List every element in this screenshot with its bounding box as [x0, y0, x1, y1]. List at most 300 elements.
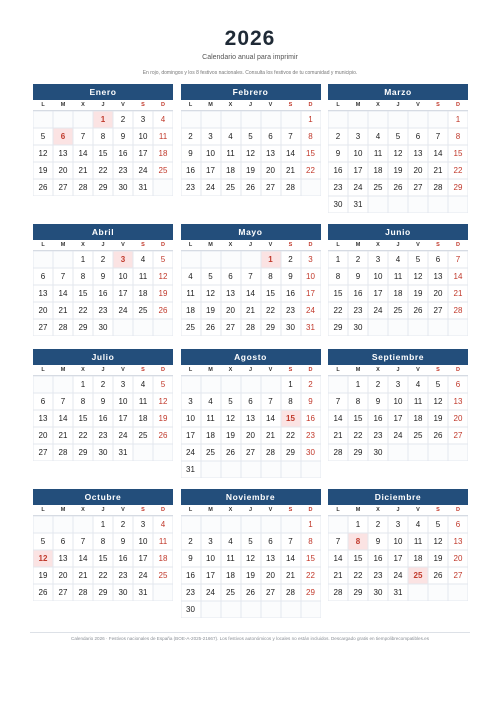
day-cell: 16 — [113, 145, 133, 162]
day-cell: 13 — [33, 410, 53, 427]
day-cell: 30 — [368, 444, 388, 461]
day-cell: 29 — [261, 319, 281, 336]
weekday-label: D — [308, 102, 313, 108]
day-cell: 4 — [408, 516, 428, 533]
day-cell: 25 — [133, 427, 153, 444]
day-cell: 3 — [113, 376, 133, 393]
weekday-label: X — [228, 102, 233, 108]
holiday-day-cell: 1 — [261, 251, 281, 268]
day-cell: 2 — [113, 516, 133, 533]
day-cell: 12 — [241, 145, 261, 162]
day-cell: 17 — [388, 550, 408, 567]
day-cell: 1 — [73, 376, 93, 393]
month-name: Febrero — [181, 84, 321, 100]
day-cell: 26 — [428, 567, 448, 584]
day-cell: 15 — [348, 410, 368, 427]
day-cell: 3 — [133, 516, 153, 533]
day-cell: 1 — [93, 516, 113, 533]
day-cell: 16 — [368, 550, 388, 567]
day-cell: 2 — [281, 251, 301, 268]
weekday-label: L — [336, 102, 340, 108]
day-cell: 22 — [93, 162, 113, 179]
day-cell: 21 — [328, 567, 348, 584]
weekday-label: J — [248, 367, 253, 373]
day-cell: 19 — [153, 410, 173, 427]
empty-day-cell — [281, 601, 301, 618]
empty-day-cell — [113, 319, 133, 336]
day-cell: 28 — [73, 179, 93, 196]
day-cell: 1 — [448, 111, 468, 128]
day-cell: 23 — [181, 584, 201, 601]
day-cell: 29 — [301, 584, 321, 601]
day-cell: 1 — [281, 376, 301, 393]
empty-day-cell — [328, 376, 348, 393]
empty-day-cell — [368, 196, 388, 213]
day-cell: 28 — [241, 319, 261, 336]
day-cell: 6 — [408, 128, 428, 145]
empty-day-cell — [201, 601, 221, 618]
empty-day-cell — [261, 111, 281, 128]
day-grid — [181, 516, 321, 618]
weekday-label: M — [208, 367, 213, 373]
day-cell: 16 — [93, 410, 113, 427]
month-name: Abril — [33, 224, 173, 240]
day-cell: 15 — [93, 145, 113, 162]
weekday-label: S — [436, 507, 440, 513]
day-cell: 2 — [368, 516, 388, 533]
empty-day-cell — [281, 461, 301, 478]
day-cell: 22 — [348, 567, 368, 584]
day-cell: 27 — [53, 584, 73, 601]
empty-day-cell — [388, 196, 408, 213]
day-cell: 21 — [428, 162, 448, 179]
day-cell: 20 — [241, 427, 261, 444]
day-cell: 29 — [73, 319, 93, 336]
day-cell: 8 — [281, 393, 301, 410]
day-cell: 2 — [93, 251, 113, 268]
day-cell: 15 — [348, 550, 368, 567]
page-footer: Calendario 2026 · Festivos nacionales de España (BOE-A-2025-21667). Los festivos autonómicos y locales no están incluidos. Descargado gratis en tiempolibrecompatibles.es — [30, 632, 470, 641]
day-cell: 19 — [408, 285, 428, 302]
day-cell: 29 — [448, 179, 468, 196]
day-cell: 7 — [73, 128, 93, 145]
weekday-label: V — [121, 507, 125, 513]
day-cell: 16 — [348, 285, 368, 302]
weekday-label: L — [188, 102, 193, 108]
day-cell: 14 — [73, 145, 93, 162]
empty-day-cell — [53, 111, 73, 128]
day-cell: 2 — [93, 376, 113, 393]
weekday-label: L — [336, 507, 340, 513]
empty-day-cell — [181, 111, 201, 128]
month-julio — [33, 349, 173, 482]
day-cell: 20 — [33, 302, 53, 319]
weekday-label: L — [188, 367, 193, 373]
month-name: Octubre — [33, 489, 173, 505]
empty-day-cell — [221, 251, 241, 268]
day-cell: 24 — [348, 179, 368, 196]
weekday-label: V — [416, 102, 420, 108]
day-cell: 18 — [133, 410, 153, 427]
weekday-label: J — [101, 367, 105, 373]
empty-day-cell — [221, 516, 241, 533]
empty-day-cell — [428, 196, 448, 213]
day-cell: 31 — [301, 319, 321, 336]
weekday-label: V — [121, 102, 125, 108]
empty-day-cell — [201, 376, 221, 393]
day-cell: 27 — [261, 584, 281, 601]
day-cell: 9 — [93, 268, 113, 285]
day-cell: 26 — [408, 302, 428, 319]
empty-day-cell — [33, 516, 53, 533]
day-cell: 8 — [328, 268, 348, 285]
day-cell: 2 — [301, 376, 321, 393]
empty-day-cell — [368, 111, 388, 128]
day-cell: 30 — [113, 179, 133, 196]
day-cell: 3 — [201, 533, 221, 550]
day-cell: 18 — [201, 427, 221, 444]
weekday-label: X — [376, 102, 380, 108]
day-cell: 28 — [281, 179, 301, 196]
weekday-label: J — [248, 242, 253, 248]
day-cell: 6 — [428, 251, 448, 268]
weekday-label: V — [121, 242, 125, 248]
day-cell: 22 — [348, 427, 368, 444]
day-cell: 17 — [181, 427, 201, 444]
day-cell: 13 — [53, 550, 73, 567]
weekday-label: M — [355, 367, 361, 373]
empty-day-cell — [181, 376, 201, 393]
weekday-label: X — [376, 242, 380, 248]
holiday-day-cell: 25 — [408, 567, 428, 584]
day-cell: 23 — [368, 567, 388, 584]
day-cell: 23 — [181, 179, 201, 196]
weekday-label: X — [376, 507, 380, 513]
day-cell: 7 — [281, 533, 301, 550]
day-cell: 17 — [113, 285, 133, 302]
day-cell: 8 — [73, 393, 93, 410]
weekday-header — [328, 100, 468, 111]
day-cell: 31 — [133, 179, 153, 196]
empty-day-cell — [428, 584, 448, 601]
month-name: Mayo — [181, 224, 321, 240]
empty-day-cell — [133, 444, 153, 461]
empty-day-cell — [328, 111, 348, 128]
day-cell: 8 — [73, 268, 93, 285]
day-cell: 4 — [408, 376, 428, 393]
day-cell: 3 — [133, 111, 153, 128]
month-septiembre — [328, 349, 468, 482]
day-cell: 19 — [221, 427, 241, 444]
day-cell: 22 — [448, 162, 468, 179]
empty-day-cell — [133, 319, 153, 336]
day-cell: 30 — [281, 319, 301, 336]
empty-day-cell — [201, 516, 221, 533]
day-cell: 30 — [328, 196, 348, 213]
empty-day-cell — [181, 251, 201, 268]
day-cell: 26 — [241, 584, 261, 601]
day-cell: 13 — [221, 285, 241, 302]
weekday-label: L — [336, 367, 340, 373]
weekday-label: V — [416, 367, 420, 373]
month-name: Junio — [328, 224, 468, 240]
month-name: Diciembre — [328, 489, 468, 505]
empty-day-cell — [261, 376, 281, 393]
holiday-day-cell: 8 — [348, 533, 368, 550]
day-cell: 14 — [73, 550, 93, 567]
empty-day-cell — [33, 376, 53, 393]
day-cell: 16 — [181, 162, 201, 179]
day-cell: 21 — [73, 567, 93, 584]
day-cell: 28 — [73, 584, 93, 601]
empty-day-cell — [201, 251, 221, 268]
day-cell: 31 — [388, 584, 408, 601]
day-cell: 5 — [241, 533, 261, 550]
weekday-label: J — [101, 507, 105, 513]
day-cell: 18 — [408, 550, 428, 567]
day-cell: 22 — [281, 427, 301, 444]
day-cell: 25 — [221, 179, 241, 196]
empty-day-cell — [73, 516, 93, 533]
day-cell: 29 — [348, 444, 368, 461]
day-cell: 13 — [261, 145, 281, 162]
weekday-header — [33, 505, 173, 516]
empty-day-cell — [53, 516, 73, 533]
weekday-header — [181, 100, 321, 111]
day-cell: 23 — [328, 179, 348, 196]
day-cell: 21 — [261, 427, 281, 444]
day-cell: 6 — [33, 268, 53, 285]
day-cell: 20 — [428, 285, 448, 302]
weekday-label: V — [268, 507, 273, 513]
day-cell: 15 — [261, 285, 281, 302]
day-cell: 12 — [33, 145, 53, 162]
day-cell: 21 — [328, 427, 348, 444]
empty-day-cell — [428, 319, 448, 336]
day-cell: 16 — [181, 567, 201, 584]
day-cell: 20 — [448, 410, 468, 427]
day-cell: 5 — [428, 376, 448, 393]
day-cell: 4 — [181, 268, 201, 285]
weekday-header — [33, 365, 173, 376]
day-cell: 10 — [388, 533, 408, 550]
day-cell: 20 — [261, 567, 281, 584]
day-cell: 19 — [388, 162, 408, 179]
month-mayo — [181, 224, 321, 342]
weekday-label: J — [396, 507, 400, 513]
day-cell: 3 — [388, 376, 408, 393]
day-cell: 13 — [261, 550, 281, 567]
day-cell: 26 — [241, 179, 261, 196]
day-cell: 29 — [73, 444, 93, 461]
weekday-label: S — [436, 102, 440, 108]
day-cell: 19 — [428, 550, 448, 567]
day-cell: 5 — [221, 393, 241, 410]
day-cell: 28 — [281, 584, 301, 601]
day-cell: 28 — [261, 444, 281, 461]
weekday-label: D — [456, 367, 460, 373]
day-cell: 3 — [201, 128, 221, 145]
weekday-label: L — [188, 242, 193, 248]
weekday-label: V — [268, 242, 273, 248]
day-cell: 6 — [448, 376, 468, 393]
weekday-label: X — [81, 242, 85, 248]
empty-day-cell — [241, 516, 261, 533]
weekday-label: V — [416, 507, 420, 513]
weekday-label: M — [60, 367, 66, 373]
weekday-label: M — [208, 102, 213, 108]
weekday-label: M — [208, 507, 213, 513]
day-cell: 8 — [261, 268, 281, 285]
empty-day-cell — [221, 376, 241, 393]
empty-day-cell — [368, 319, 388, 336]
day-cell: 22 — [301, 567, 321, 584]
day-cell: 26 — [388, 179, 408, 196]
day-cell: 10 — [388, 393, 408, 410]
day-cell: 3 — [181, 393, 201, 410]
empty-day-cell — [153, 179, 173, 196]
empty-day-cell — [221, 461, 241, 478]
day-grid — [181, 376, 321, 478]
day-cell: 11 — [181, 285, 201, 302]
empty-day-cell — [261, 516, 281, 533]
day-cell: 10 — [133, 128, 153, 145]
day-cell: 23 — [93, 427, 113, 444]
day-cell: 25 — [181, 319, 201, 336]
day-grid — [33, 516, 173, 601]
day-cell: 23 — [113, 162, 133, 179]
day-cell: 21 — [448, 285, 468, 302]
day-grid — [33, 111, 173, 196]
day-cell: 25 — [408, 427, 428, 444]
day-cell: 5 — [153, 376, 173, 393]
empty-day-cell — [388, 319, 408, 336]
day-cell: 10 — [368, 268, 388, 285]
day-cell: 29 — [93, 179, 113, 196]
day-cell: 23 — [113, 567, 133, 584]
weekday-label: J — [396, 242, 400, 248]
day-cell: 16 — [301, 410, 321, 427]
day-cell: 30 — [181, 601, 201, 618]
empty-day-cell — [241, 111, 261, 128]
day-cell: 15 — [328, 285, 348, 302]
weekday-label: S — [141, 367, 145, 373]
empty-day-cell — [408, 319, 428, 336]
day-cell: 30 — [301, 444, 321, 461]
day-cell: 13 — [428, 268, 448, 285]
empty-day-cell — [408, 444, 428, 461]
day-cell: 4 — [388, 251, 408, 268]
day-cell: 2 — [368, 376, 388, 393]
month-junio — [328, 224, 468, 342]
day-cell: 10 — [133, 533, 153, 550]
weekday-label: D — [456, 507, 460, 513]
weekday-label: L — [41, 367, 45, 373]
day-cell: 27 — [428, 302, 448, 319]
weekday-label: X — [376, 367, 380, 373]
weekday-header — [328, 240, 468, 251]
day-cell: 28 — [328, 584, 348, 601]
day-cell: 9 — [301, 393, 321, 410]
empty-day-cell — [428, 444, 448, 461]
weekday-label: M — [355, 507, 361, 513]
day-cell: 17 — [348, 162, 368, 179]
day-cell: 18 — [181, 302, 201, 319]
day-cell: 18 — [388, 285, 408, 302]
day-grid — [181, 111, 321, 196]
day-cell: 4 — [153, 111, 173, 128]
day-cell: 15 — [448, 145, 468, 162]
day-cell: 5 — [241, 128, 261, 145]
day-cell: 13 — [408, 145, 428, 162]
empty-day-cell — [448, 584, 468, 601]
day-cell: 19 — [33, 567, 53, 584]
day-cell: 9 — [368, 533, 388, 550]
empty-day-cell — [261, 461, 281, 478]
day-cell: 8 — [301, 128, 321, 145]
day-cell: 17 — [113, 410, 133, 427]
day-cell: 1 — [328, 251, 348, 268]
day-cell: 11 — [153, 128, 173, 145]
day-cell: 12 — [201, 285, 221, 302]
day-cell: 19 — [201, 302, 221, 319]
weekday-label: J — [248, 102, 253, 108]
day-cell: 6 — [261, 533, 281, 550]
day-cell: 24 — [201, 179, 221, 196]
day-cell: 29 — [93, 584, 113, 601]
holiday-day-cell: 12 — [33, 550, 53, 567]
day-cell: 22 — [328, 302, 348, 319]
weekday-label: D — [308, 507, 313, 513]
day-cell: 6 — [261, 128, 281, 145]
month-febrero — [181, 84, 321, 217]
day-cell: 29 — [281, 444, 301, 461]
empty-day-cell — [448, 444, 468, 461]
day-cell: 18 — [221, 567, 241, 584]
weekday-label: S — [288, 242, 293, 248]
empty-day-cell — [428, 111, 448, 128]
day-cell: 3 — [388, 516, 408, 533]
day-cell: 24 — [301, 302, 321, 319]
day-cell: 3 — [368, 251, 388, 268]
weekday-label: M — [60, 507, 66, 513]
day-grid — [181, 251, 321, 336]
month-enero — [33, 84, 173, 217]
day-cell: 11 — [221, 550, 241, 567]
day-cell: 8 — [93, 128, 113, 145]
month-marzo — [328, 84, 468, 217]
day-cell: 12 — [428, 533, 448, 550]
day-cell: 7 — [261, 393, 281, 410]
day-cell: 2 — [328, 128, 348, 145]
day-cell: 31 — [348, 196, 368, 213]
day-cell: 30 — [348, 319, 368, 336]
day-grid — [328, 376, 468, 461]
day-cell: 10 — [348, 145, 368, 162]
day-cell: 22 — [93, 567, 113, 584]
empty-day-cell — [73, 111, 93, 128]
day-cell: 20 — [53, 567, 73, 584]
day-cell: 17 — [368, 285, 388, 302]
weekday-label: D — [456, 242, 460, 248]
day-cell: 10 — [201, 145, 221, 162]
weekday-label: J — [248, 507, 253, 513]
day-cell: 22 — [301, 162, 321, 179]
day-cell: 18 — [153, 550, 173, 567]
empty-day-cell — [348, 111, 368, 128]
day-cell: 7 — [448, 251, 468, 268]
day-cell: 24 — [133, 162, 153, 179]
